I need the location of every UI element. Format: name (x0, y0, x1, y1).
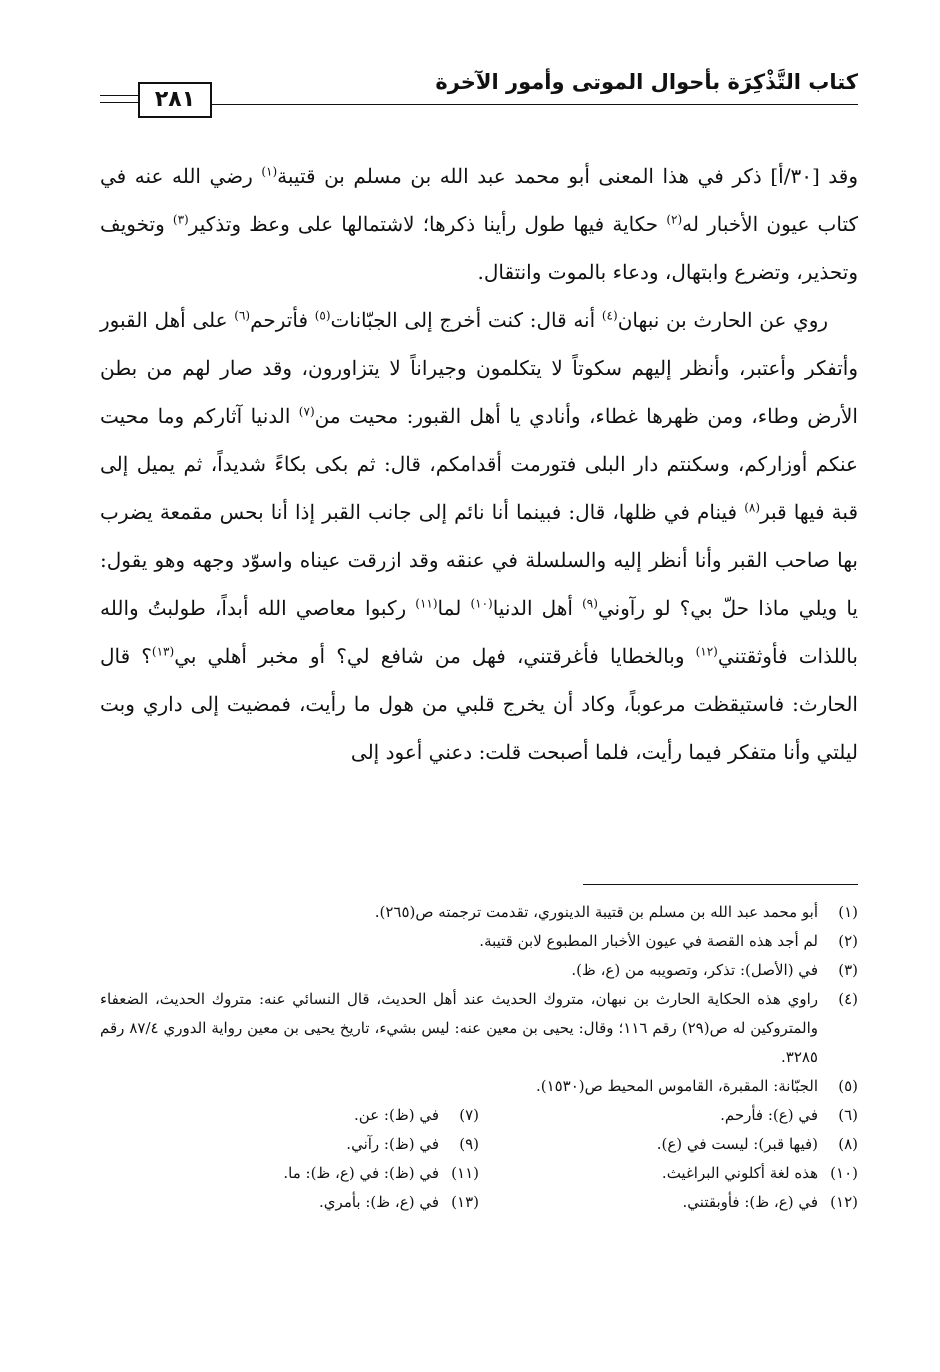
footnote-number: (١١) (451, 1164, 479, 1182)
text-run: روي عن الحارث بن نبهان (617, 308, 829, 332)
text-run: أنه قال: كنت أخرج إلى الجبّانات (330, 308, 602, 332)
footnote-text: في (الأصل): تذكر، وتصويبه من (ع، ظ). (571, 961, 818, 979)
footnote-row (100, 1159, 858, 1188)
paragraph-2 (100, 296, 858, 776)
header-double-rule-top (100, 95, 138, 96)
footnote-row (100, 1101, 858, 1130)
footnote-number: (١) (838, 903, 858, 921)
footnote-number: (٣) (838, 961, 858, 979)
footnote-number: (٥) (838, 1077, 858, 1095)
footnote-text: في (ع، ظ): بأمري. (319, 1193, 439, 1211)
text-run: الدنيا آثاركم وما محيت عنكم أوزاركم، وسكنتم دار البلى فتورمت أقدامكم، قال: ثم بكى بكاءً شديداً، ثم يميل إلى قبة فيها قبر (100, 404, 859, 524)
footnote-ref: (١٠) (470, 596, 493, 611)
running-title: كتاب التَّذْكِرَة بأحوال الموتى وأمور الآخرة (435, 70, 858, 94)
footnote-number: (٢) (838, 932, 858, 950)
text-run: وقد [٣٠/أ] ذكر في هذا المعنى أبو محمد عبد الله بن مسلم بن قتيبة (277, 164, 858, 188)
footnote-text: في (ع، ظ): فأوبقتني. (682, 1193, 818, 1211)
footnote-ref: (٢) (666, 212, 683, 227)
footnotes (100, 898, 858, 1217)
text-run: لما (437, 596, 471, 620)
page-number: ٢٨١ (138, 82, 212, 118)
footnote (100, 985, 858, 1072)
text-run: على أهل القبور وأتفكر وأعتبر، وأنظر إليهم سكوتاً لا يتكلمون وجيراناً لا يتزاورون، وقد صار لهم من بطن الأرض وطاء، ومن ظهرها غطاء، وأنادي يا أهل القبور: محيت من (100, 308, 858, 428)
footnote (100, 898, 858, 927)
footnote-text: هذه لغة أكلوني البراغيث. (661, 1164, 818, 1182)
footnote-text: في (ظ): عن. (354, 1106, 439, 1124)
header-rule (208, 104, 858, 105)
footnote-ref: (٣) (172, 212, 189, 227)
text-run: أهل الدنيا (492, 596, 583, 620)
footnote (100, 1072, 858, 1101)
footnote (100, 1188, 479, 1217)
footnote-text: لم أجد هذه القصة في عيون الأخبار المطبوع لابن قتيبة. (479, 932, 818, 950)
footnote (479, 1101, 858, 1130)
footnote-text: الجبّانة: المقبرة، القاموس المحيط ص(١٥٣٠). (535, 1077, 818, 1095)
text-run: ركبوا معاصي الله أبداً، طولبتُ والله باللذات فأوثقتني (100, 596, 858, 668)
footnote-separator (583, 884, 858, 885)
footnote-ref: (٧) (298, 404, 315, 419)
text-run: فينام في ظلها، قال: فبينما أنا نائم إلى جانب القبر إذا أنا بحس مقمعة يضرب بها صاحب القبر وأنا أنظر إليه والسلسلة في عنقه وقد ازرقت عيناه واسوّد وجهه وهو يقول: يا ويلي ماذا حلّ بي؟ لو رآوني (100, 500, 859, 620)
footnote (100, 927, 858, 956)
footnote-text: في (ع): فأرحم. (720, 1106, 818, 1124)
footnote-text: في (ظ): في (ع، ظ): ما. (283, 1164, 439, 1182)
text-run: حكاية فيها طول رأينا ذكرها؛ لاشتمالها على وعظ وتذكير (188, 212, 667, 236)
footnote-ref: (١) (261, 164, 278, 179)
footnote-number: (٦) (838, 1106, 858, 1124)
footnote-number: (٤) (838, 990, 858, 1008)
footnote (100, 956, 858, 985)
footnote-ref: (٩) (582, 596, 598, 611)
footnote-ref: (٨) (744, 500, 761, 515)
footnote-number: (٧) (459, 1106, 479, 1124)
text-run: ؟ قال الحارث: فاستيقظت مرعوباً، وكاد أن يخرج قلبي من هول ما رأيت، فمضيت إلى داري وبت ليلتي وأنا متفكر فيما رأيت، فلما أصبحت قلت: دعني أعود إلى (100, 644, 858, 764)
footnote (100, 1159, 479, 1188)
footnote-row (100, 1130, 858, 1159)
footnote (479, 1188, 858, 1217)
footnote-number: (١٣) (451, 1193, 479, 1211)
footnote-number: (١٢) (830, 1193, 858, 1211)
paragraph-1 (100, 152, 858, 296)
footnote-text: أبو محمد عبد الله بن مسلم بن قتيبة الدينوري، تقدمت ترجمته ص(٢٦٥). (374, 903, 818, 921)
footnote (479, 1159, 858, 1188)
text-run: رضي الله عنه في كتاب عيون الأخبار له (100, 164, 859, 236)
footnote-text: في (ظ): رآني. (346, 1135, 439, 1153)
footnote-ref: (٥) (314, 308, 331, 323)
footnote-ref: (١١) (415, 596, 438, 611)
header-double-rule-bottom (100, 102, 138, 103)
footnote-text: (فيها قبر): ليست في (ع). (656, 1135, 818, 1153)
footnote-number: (١٠) (830, 1164, 858, 1182)
footnote (479, 1130, 858, 1159)
footnote-ref: (٦) (234, 308, 251, 323)
footnote-text: راوي هذه الحكاية الحارث بن نبهان، متروك الحديث عند أهل الحديث، قال النسائي عنه: متروك الحديث، الضعفاء والمتروكين له ص(٢٩) رقم ١١٦؛ وقال: يحيى بن معين عنه: ليس بشيء، تاريخ يحيى بن معين رواية الدوري ٨٧/٤ رقم ٣٢٨٥. (100, 990, 819, 1066)
text-run: فأترحم (250, 308, 315, 332)
footnote-row (100, 1188, 858, 1217)
footnote (100, 1130, 479, 1159)
main-text (100, 152, 858, 776)
footnote-number: (٨) (838, 1135, 858, 1153)
footnote-ref: (١٣) (151, 644, 175, 659)
footnote-ref: (٤) (601, 308, 618, 323)
footnote (100, 1101, 479, 1130)
footnote-number: (٩) (459, 1135, 479, 1153)
text-run: وتخويف وتحذير، وتضرع وابتهال، ودعاء بالموت وانتقال. (100, 212, 858, 284)
footnote-ref: (١٢) (695, 644, 718, 659)
text-run: وبالخطايا فأغرقتني، فهل من شافع لي؟ أو مخبر أهلي بي (174, 644, 696, 668)
page-header (100, 62, 858, 122)
